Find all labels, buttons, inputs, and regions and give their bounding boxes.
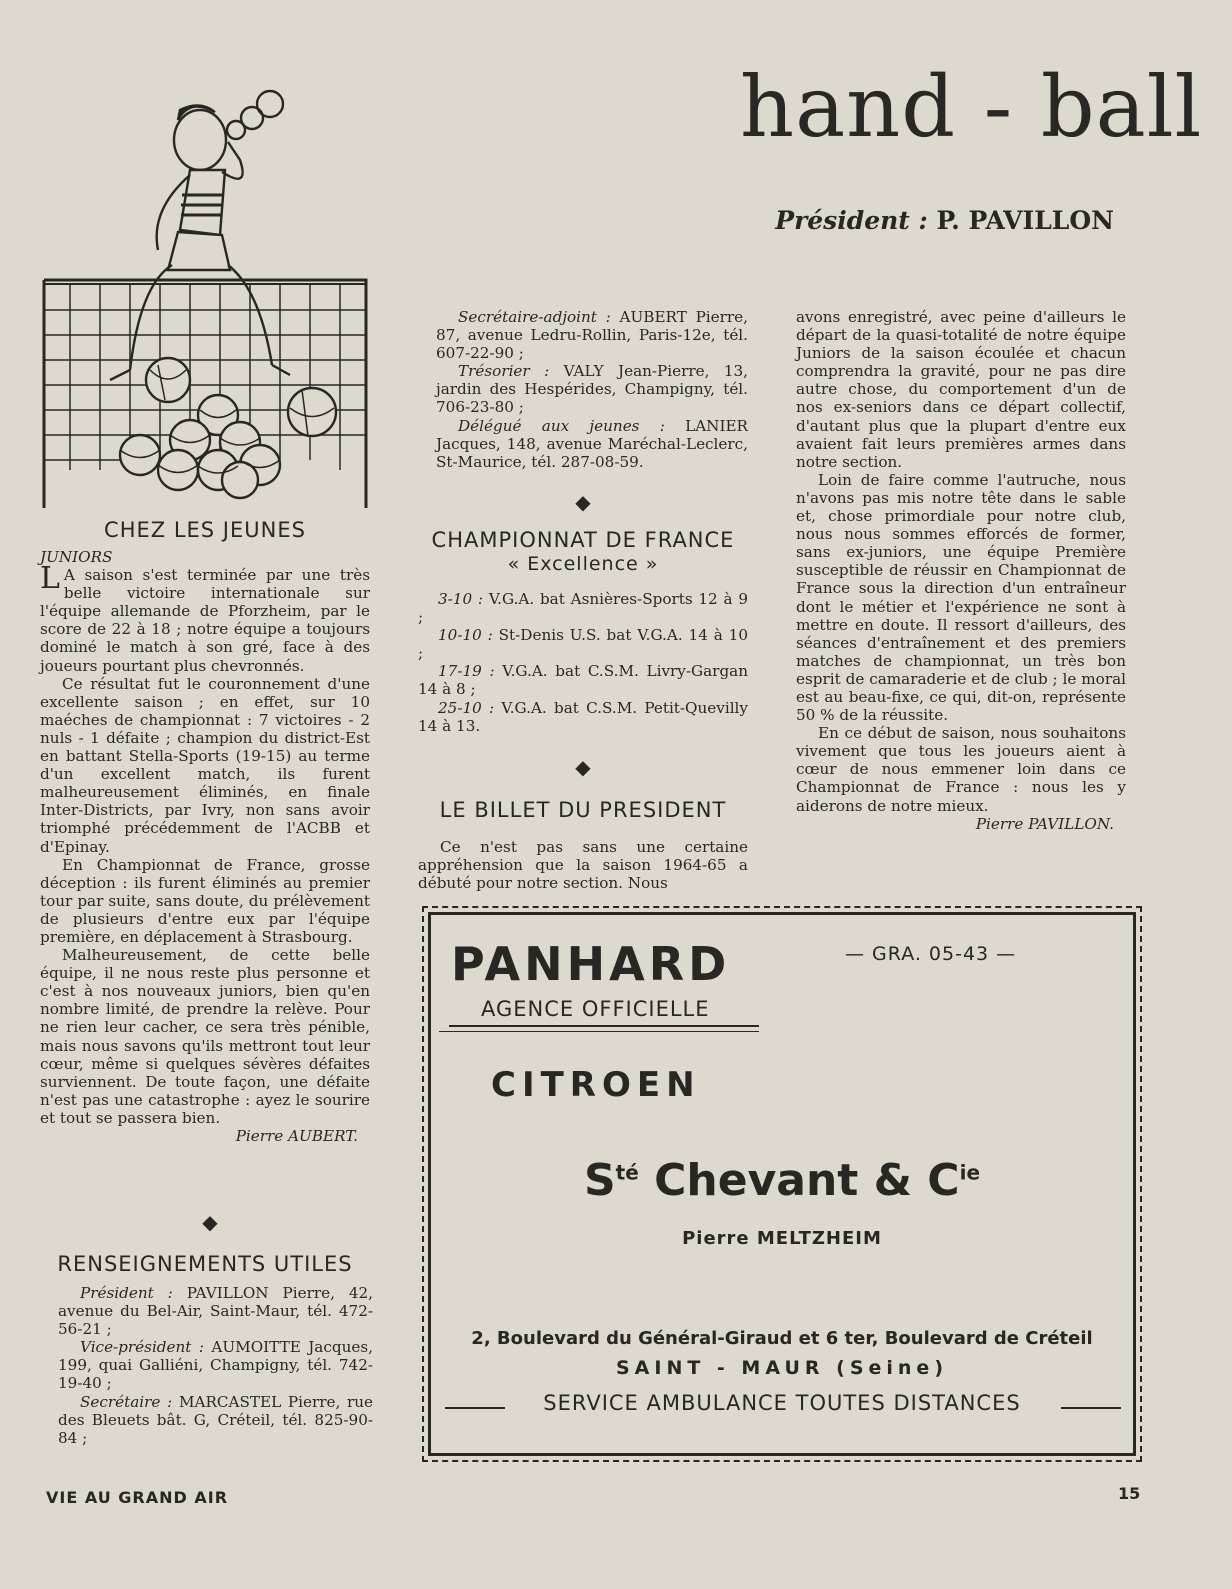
result-row	[418, 662, 748, 698]
billet-p2: Loin de faire comme l'autruche, nous n'avons pas mis notre tête dans le sable et, chose primordiale pour notre club, nous nous sommes efforcés de former, sans ex-juniors, une équipe Première susceptible de réussir en Championnat de France sous la direction d'un entraîneur dont le métier et l'expérience ne sont à mettre en doute. Il ressort d'ailleurs, des séances d'entraînement et des premiers matches de championnat, un très bon esprit de camaraderie et de club ; le moral est au beau-fixe, ce qui, dit-on, représente 50 % de la réussite.	[796, 470, 1126, 725]
entry-role: Président :	[80, 1284, 173, 1302]
ad-underline	[449, 1025, 759, 1027]
result-date: 25-10 :	[438, 698, 495, 717]
ad-brand-subtitle: AGENCE OFFICIELLE	[481, 997, 710, 1021]
renseignements-heading: RENSEIGNEMENTS UTILES	[57, 1252, 353, 1276]
advertisement-box	[428, 912, 1136, 1456]
result-date: 3-10 :	[438, 590, 484, 608]
result-text: St-Denis U.S. bat V.G.A. 14 à 10 ;	[418, 626, 748, 663]
result-row	[418, 699, 748, 735]
magazine-name: VIE AU GRAND AIR	[46, 1488, 229, 1507]
result-row	[418, 590, 748, 626]
renseignement-entry	[418, 362, 748, 416]
ad-service: SERVICE AMBULANCE TOUTES DISTANCES	[543, 1391, 1021, 1415]
billet-signature: Pierre PAVILLON.	[975, 814, 1114, 833]
renseignement-entry	[418, 308, 748, 362]
billet-p3: En ce début de saison, nous souhaitons vivement que tous les joueurs aient à cœur de nous emmener loin dans ce Championnat de France : nous les y aiderons de notre mieux.	[796, 724, 1126, 815]
jeunes-p3: En Championnat de France, grosse déception : ils furent éliminés au premier tour par suite, sans doute, du prélèvement de plusieurs d'entre eux par l'équipe première, en déplacement à Strasbourg.	[40, 855, 370, 946]
president-line	[775, 206, 1114, 235]
result-date: 10-10 :	[438, 626, 493, 645]
jeunes-p2: Ce résultat fut le couronnement d'une excellente saison ; en effet, sur 10 maéches de championnat : 7 victoires - 2 nuls - 1 défaite ; champion du district-Est en battant Stella-Sports (19-15) au terme d'un excellent match, ils furent malheureusement éliminés, en finale Inter-Districts, par Ivry, non sans avoir triomphé précédemment de l'ACBB et d'Epinay.	[40, 674, 370, 856]
page-number: 15	[1118, 1484, 1141, 1503]
championnat-subheading: « Excellence »	[507, 553, 659, 575]
ad-city: SAINT - MAUR (Seine)	[616, 1357, 948, 1379]
jeunes-subheading: JUNIORS	[40, 548, 113, 566]
page-title: hand - ball	[740, 58, 1203, 156]
jeunes-heading: CHEZ LES JEUNES	[104, 518, 306, 542]
diamond-separator: ◆	[575, 490, 591, 514]
president-name: P. PAVILLON	[936, 206, 1114, 235]
result-row	[418, 626, 748, 662]
ad-underline	[439, 1031, 759, 1032]
dropcap: L	[40, 561, 60, 597]
jeunes-p1: A saison s'est terminée par une très belle victoire internationale sur l'équipe allemande de Pforzheim, par le score de 22 à 18 ; notre équipe a toujours dominé le match à son gré, face à des joueurs pourtant plus chevronnés.	[40, 566, 370, 675]
renseignement-entry	[40, 1393, 373, 1447]
ad-phone: — GRA. 05-43 —	[845, 943, 1017, 965]
entry-role: Trésorier :	[458, 362, 550, 381]
entry-text: PAVILLON Pierre, 42, avenue du Bel-Air, Saint-Maur, tél. 472-56-21 ;	[58, 1284, 373, 1339]
company-main: Chevant & C	[638, 1155, 960, 1206]
result-text: V.G.A. bat C.S.M. Petit-Quevilly 14 à 13.	[418, 698, 748, 735]
entry-role: Secrétaire :	[80, 1392, 173, 1411]
ad-service-rule	[1061, 1407, 1121, 1409]
jeunes-signature: Pierre AUBERT.	[235, 1127, 358, 1145]
ad-brand-citroen: CITROEN	[491, 1065, 701, 1105]
ad-address: 2, Boulevard du Général-Giraud et 6 ter, Boulevard de Créteil	[471, 1328, 1093, 1349]
renseignements-list-a	[40, 1284, 373, 1447]
president-label: Président :	[775, 206, 928, 235]
entry-role: Secrétaire-adjoint :	[458, 308, 611, 326]
ad-brand-panhard: PANHARD	[451, 937, 731, 991]
jeunes-p4: Malheureusement, de cette belle équipe, il ne nous reste plus personne et c'est à nos nouveaux juniors, bien qu'en nombre limité, de prendre la relève. Pour ne rien leur cacher, ce sera très pénible, mais nous savons qu'ils mettront tout leur cœur, même si quelques sévères défaites surviennent. De toute façon, une défaite n'est pas une catastrophe : ayez le sourire et tout se passera bien.	[40, 946, 370, 1127]
jeunes-section	[40, 548, 370, 1145]
cartoon-illustration	[40, 70, 370, 510]
entry-text: AUBERT Pierre, 87, avenue Ledru-Rollin, Paris-12e, tél. 607-22-90 ;	[436, 308, 748, 363]
company-sup: ie	[959, 1160, 981, 1185]
renseignement-entry	[40, 1284, 373, 1338]
entry-text: AUMOITTE Jacques, 199, quai Galliéni, Champigny, tél. 742-19-40 ;	[58, 1338, 373, 1393]
renseignement-entry	[418, 417, 748, 471]
entry-role: Vice-président :	[80, 1338, 204, 1357]
entry-text: MARCASTEL Pierre, rue des Bleuets bât. G, Créteil, tél. 825-90-84 ;	[58, 1392, 374, 1447]
billet-continued	[796, 308, 1126, 833]
ad-person: Pierre MELTZHEIM	[682, 1228, 882, 1249]
renseignement-entry	[40, 1338, 373, 1392]
championnat-heading: CHAMPIONNAT DE FRANCE	[431, 528, 735, 552]
company-prefix-sup: té	[615, 1160, 639, 1185]
diamond-separator: ◆	[575, 755, 591, 779]
entry-role: Délégué aux jeunes :	[458, 416, 665, 435]
billet-p1b: avons enregistré, avec peine d'ailleurs le départ de la quasi-totalité de notre équipe Juniors de la saison écoulée et chacun comprendra la gravité, pour ne pas dire autre chose, du comportement d'un de nos ex-seniors dans ce départ collectif, d'autant plus que la plupart d'entre eux avaient fait leurs premières armes dans notre section.	[796, 308, 1126, 471]
entry-text: VALY Jean-Pierre, 13, jardin des Hespérides, Champigny, tél. 706-23-80 ;	[436, 362, 748, 417]
championnat-results	[418, 590, 748, 735]
ad-company-name	[431, 1155, 1133, 1206]
company-prefix: S	[583, 1155, 616, 1206]
entry-text: LANIER Jacques, 148, avenue Maréchal-Leclerc, St-Maurice, tél. 287-08-59.	[436, 416, 748, 471]
result-date: 17-19 :	[438, 662, 495, 681]
billet-p1a: Ce n'est pas sans une certaine appréhension que la saison 1964-65 a débuté pour notre section. Nous	[418, 838, 748, 893]
renseignements-list-b	[418, 308, 748, 471]
billet-start	[418, 838, 748, 892]
billet-heading: LE BILLET DU PRESIDENT	[439, 798, 727, 822]
result-text: V.G.A. bat C.S.M. Livry-Gargan 14 à 8 ;	[418, 662, 748, 699]
result-text: V.G.A. bat Asnières-Sports 12 à 9 ;	[418, 590, 749, 627]
diamond-separator: ◆	[202, 1210, 218, 1234]
